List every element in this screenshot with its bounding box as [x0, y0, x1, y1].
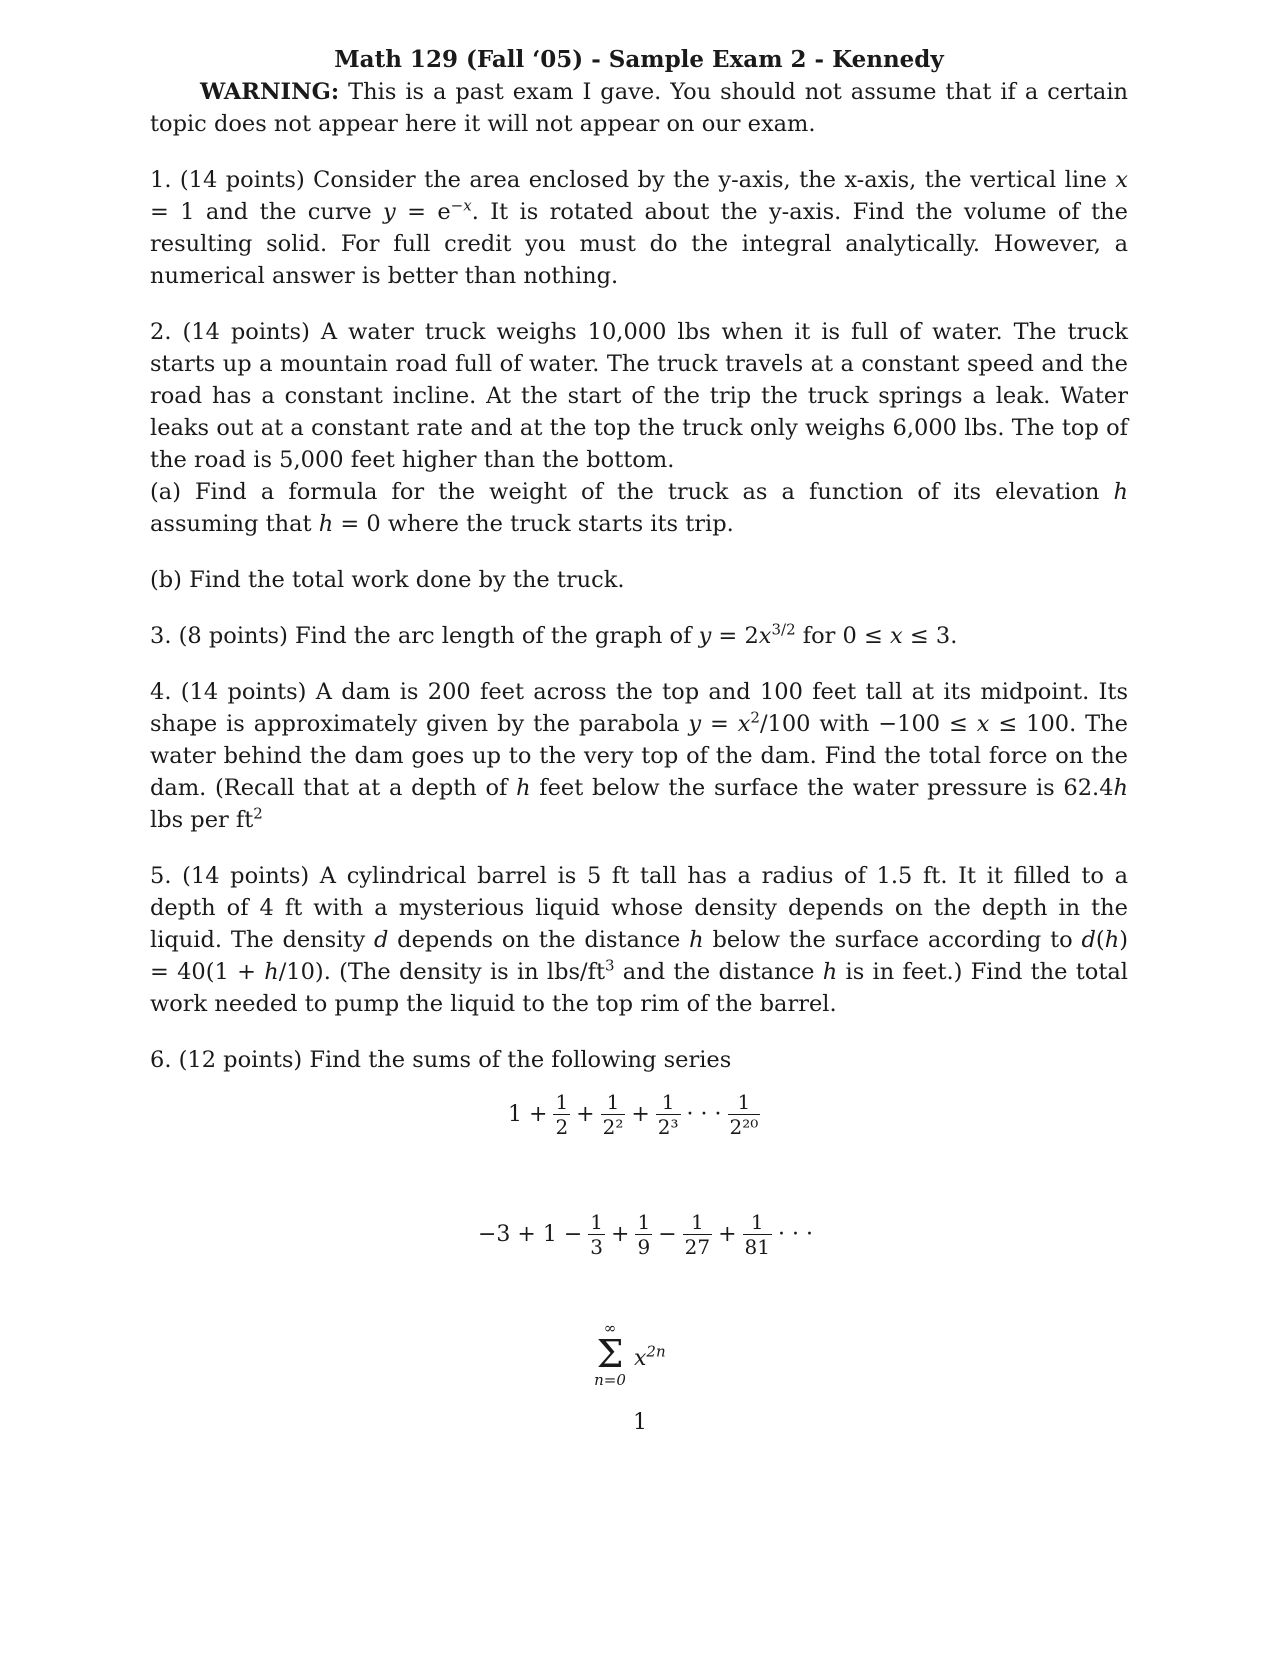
fraction: $\frac{1}{81}$	[744, 1210, 770, 1259]
sigma-symbol: Σ	[596, 1332, 624, 1376]
problem-2b: (b) Find the total work done by the truck.	[150, 567, 625, 593]
problem-5: 5. (14 points) A cylindrical barrel is 5 ft tall has a radius of 1.5 ft. It it filled to a depth of 4 ft with a mysterious liquid whose density depends on the depth in the liquid. The density d depends on the distance h below the surface according to d(h) = 40(1 + h/10). (The density is in lbs/$ft^3$ and the distance h is in feet.) Find the total work needed to pump the liquid to the top rim of the barrel.	[150, 863, 1128, 1017]
warning-label: WARNING:	[200, 79, 340, 105]
fraction: $\frac{1}{9}$	[637, 1210, 651, 1259]
exam-page	[150, 44, 1128, 1076]
warning-paragraph	[150, 76, 1128, 140]
summation-term: $x^{2n}$	[634, 1342, 666, 1371]
problem-2: 2. (14 points) A water truck weighs 10,000 lbs when it is full of water. The truck starts up a mountain road full of water. The truck travels at a constant speed and the road has a constant incline. At the start of the trip the truck springs a leak. Water leaks out at a constant rate and at the top the truck only weighs 6,000 lbs. The top of the road is 5,000 feet higher than the bottom.	[150, 319, 1128, 473]
series-2: −3 + 1 − $\frac{1}{3}$ + $\frac{1}{9}$ − $\frac{1}{27}$ + $\frac{1}{81}$ · · ·	[478, 1210, 813, 1259]
problem-6: 6. (12 points) Find the sums of the following series	[150, 1047, 732, 1073]
fraction: $\frac{1}{3}$	[590, 1210, 604, 1259]
fraction: $\frac{1}{\text{2²⁰}}$	[729, 1090, 759, 1139]
problem-2a: (a) Find a formula for the weight of the truck as a function of its elevation h assuming that h = 0 where the truck starts its trip.	[150, 479, 1128, 537]
problem-4: 4. (14 points) A dam is 200 feet across the top and 100 feet tall at its midpoint. Its shape is approximately given by the parabola $y = x^2/100$ with −100 ≤ x ≤ 100. The water behind the dam goes up to the very top of the dam. Find the total force on the dam. (Recall that at a depth of h feet below the surface the water pressure is 62.4h lbs per $ft^2$	[150, 679, 1129, 833]
problem-3: 3. (8 points) Find the arc length of the graph of $y = 2x^{3/2}$ for 0 ≤ x ≤ 3.	[150, 620, 958, 649]
warning-text: This is a past exam I gave. You should not assume that if a certain topic does not appear here it will not appear on our exam.	[150, 79, 1129, 137]
page-number: 1	[633, 1410, 647, 1435]
fraction: $\frac{1}{27}$	[684, 1210, 711, 1259]
fraction: $\frac{1}{2}$	[555, 1090, 569, 1139]
series-1: 1 + $\frac{1}{2}$ + $\frac{1}{\text{2²}}$ + $\frac{1}{\text{2³}}$ · · · $\frac{1}{\text{2²⁰}}$	[508, 1090, 759, 1139]
summation: ∞ Σ n=0	[590, 1320, 630, 1388]
fraction: $\frac{1}{\text{2²}}$	[602, 1090, 624, 1139]
exam-title: Math 129 (Fall ‘05) - Sample Exam 2 - Kennedy	[334, 46, 944, 73]
fraction: $\frac{1}{\text{2³}}$	[657, 1090, 679, 1139]
problem-1: 1. (14 points) Consider the area enclosed by the y-axis, the x-axis, the vertical line x = 1 and the curve $y = e^{-x}$. It is rotated about the y-axis. Find the volume of the resulting solid. For full credit you must do the integral analytically. However, a numerical answer is better than nothing.	[150, 167, 1128, 289]
